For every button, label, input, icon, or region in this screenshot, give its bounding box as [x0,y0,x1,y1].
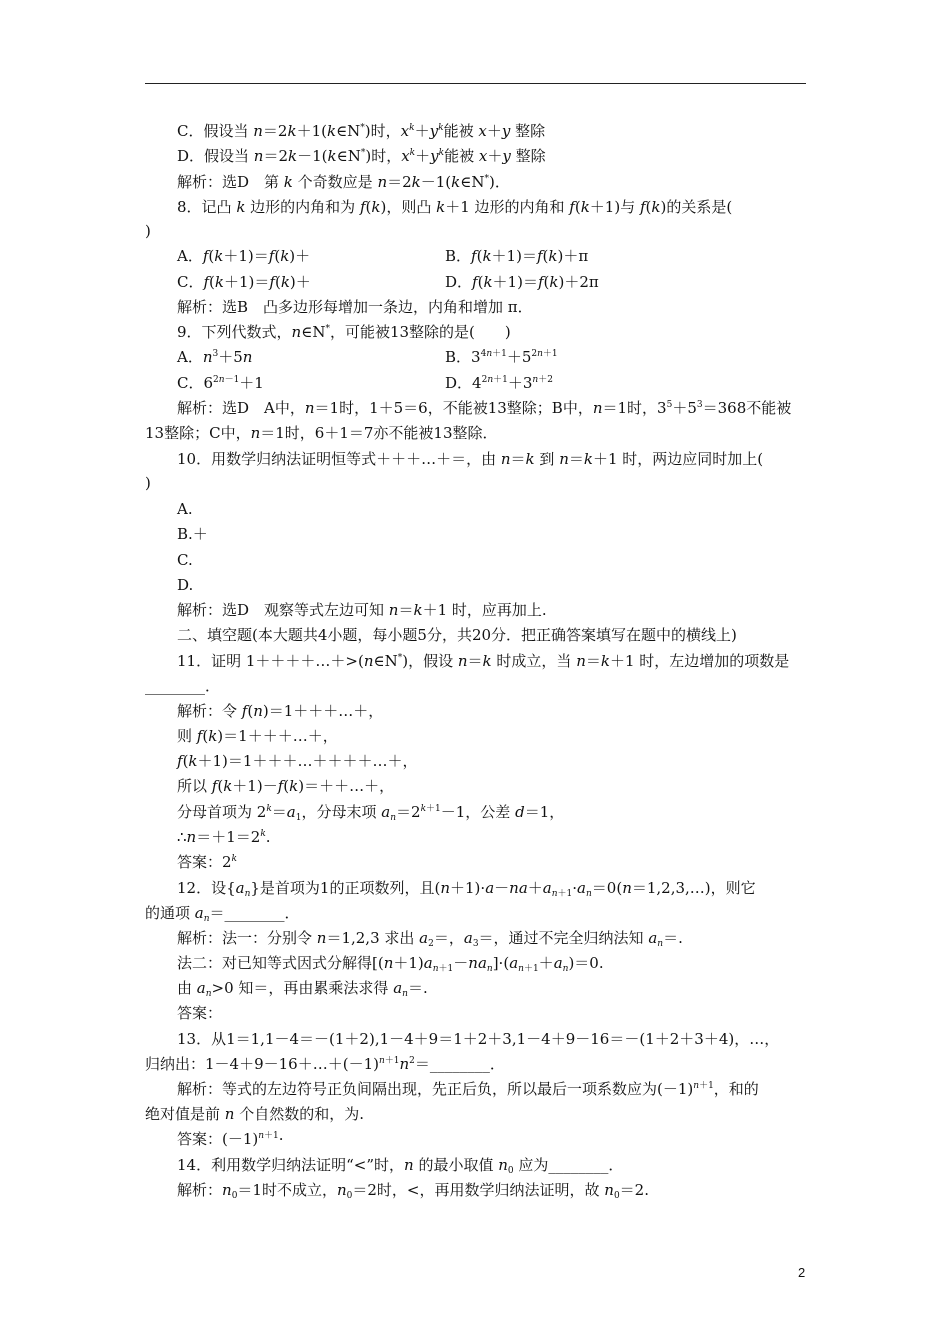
q11-stem: 11．证明 1＋＋＋＋…＋>(n∈N*)，假设 n＝k 时成立，当 n＝k＋1 时，左边增加的项数是 [177,652,790,670]
q11-solution-5: 分母首项为 $2^k=a_1$，分母末项 $a_n=2^{k+1}-1$，公差 d＝1， [177,803,565,823]
q10-solution: 解析：选D 观察等式左边可知 n＝k＋1 时，应再加上. [177,601,547,619]
q8-option-d: D．f(k＋1)＝f(k)＋2π [445,273,599,291]
page-number: 2 [798,1265,806,1280]
q9-solution: 解析：选D A中，n＝1时，1＋5＝6，不能被13整除；B中，n＝1时，$3^5+5^3=368$不能被 [177,399,792,417]
section-fill-blank-heading: 二、填空题(本大题共4小题，每小题5分，共20分．把正确答案填写在题中的横线上) [177,626,737,644]
q7-solution: 解析：选D 第 k 个奇数应是 n＝2k－1(k∈N*)． [177,173,510,191]
q8-option-c: C．f(k＋1)＝f(k)＋ [177,273,311,291]
q8-option-a: A．f(k＋1)＝f(k)＋ [177,247,311,265]
q12-solution-2: 法二：对已知等式因式分解得$[(n+1)a_{n+1}-na_n]\cdot(a_{n+1}+a_n)=0$. [177,954,604,974]
q10-stem-cont: ) [145,474,151,492]
q12-stem: 12．设$\{a_n\}$是首项为1的正项数列，且$(n+1)\cdot a-na+a_{n+1}\cdot a_n=0(n=1,2,3,\dots)$，则它 [177,879,756,899]
header-rule [145,83,806,84]
q13-solution-cont: 绝对值是前 n 个自然数的和，为. [145,1105,364,1123]
q11-stem-cont: ________． [145,677,221,695]
q9-option-a: A．$n^3+5n$ [177,348,253,366]
q8-stem-cont: ) [145,222,151,240]
q11-solution-2: 则 f(k)＝1＋＋＋…＋， [177,727,338,745]
q11-solution-4: 所以 f(k＋1)－f(k)＝＋＋…＋， [177,777,395,795]
q12-solution-1: 解析：法一：分别令 n＝1,2,3 求出 $a_2=$，$a_3=$，通过不完全归纳法知 $a_n=$. [177,929,683,949]
q14-solution: 解析：$n_0=1$时不成立，$n_0=2$时，<，再用数学归纳法证明，故 $n_0=2$. [177,1181,649,1201]
q11-answer: 答案：2$^k$ [177,853,238,871]
q10-option-d: D. [177,576,194,594]
q8-solution: 解析：选B 凸多边形每增加一条边，内角和增加 π． [177,298,533,316]
q14-stem: 14．利用数学归纳法证明“<”时，n 的最小取值 $n_0$ 应为________． [177,1156,624,1176]
q13-solution: 解析：等式的左边符号正负间隔出现，先正后负，所以最后一项系数应为$(-1)^{n+1}$，和的 [177,1080,759,1098]
q10-option-a: A. [177,500,193,518]
q9-stem: 9．下列代数式，n∈N*，可能被13整除的是( ) [177,323,511,341]
q11-solution-3: f(k＋1)＝1＋＋＋…＋＋＋＋…＋， [177,752,418,770]
q13-stem: 13．从1＝1,1－4＝－(1＋2),1－4＋9＝1＋2＋3,1－4＋9－16＝－(1＋2＋3＋4)，…， [177,1030,780,1048]
q8-stem: 8．记凸 k 边形的内角和为 f(k)，则凸 k＋1 边形的内角和 f(k＋1)与 f(k)的关系是( [177,198,733,216]
q9-option-c: C．$6^{2n-1}+1$ [177,374,264,392]
q9-option-d: D．$4^{2n+1}+3^{n+2}$ [445,374,553,392]
q9-solution-cont: 13整除；C中，n＝1时，6＋1＝7亦不能被13整除． [145,424,498,442]
q12-solution-3: 由 $a_n>0$ 知＝，再由累乘法求得 $a_n=$. [177,979,428,999]
q13-stem-cont: 归纳出：$1-4+9-16+\dots+(-1)^{n+1}n^2=\_\_\_\_\_\_\_\_$． [145,1055,505,1073]
q7-option-c: C．假设当 n＝2k＋1(k∈N*)时，$x^k+y^k$能被 x＋y 整除 [177,122,546,140]
q11-solution-1: 解析：令 f(n)＝1＋＋＋…＋， [177,702,384,720]
q10-option-b: B.＋ [177,525,208,543]
q11-solution-6: $\therefore n=+1=2^k$. [177,828,271,846]
q8-option-b: B．f(k＋1)＝f(k)＋π [445,247,589,265]
q9-option-b: B．$3^{4n+1}+5^{2n+1}$ [445,348,558,366]
q7-option-d: D．假设当 n＝2k－1(k∈N*)时，$x^k+y^k$能被 x＋y 整除 [177,147,546,165]
q10-option-c: C. [177,551,193,569]
q12-answer: 答案： [177,1004,223,1022]
q12-stem-cont: 的通项 $a_n=\_\_\_\_\_\_\_\_$． [145,904,300,924]
q13-answer: 答案：$(-1)^{n+1}\cdot$ [177,1130,284,1148]
q10-stem: 10．用数学归纳法证明恒等式＋＋＋…＋＝，由 n＝k 到 n＝k＋1 时，两边应同时加上( [177,450,764,468]
